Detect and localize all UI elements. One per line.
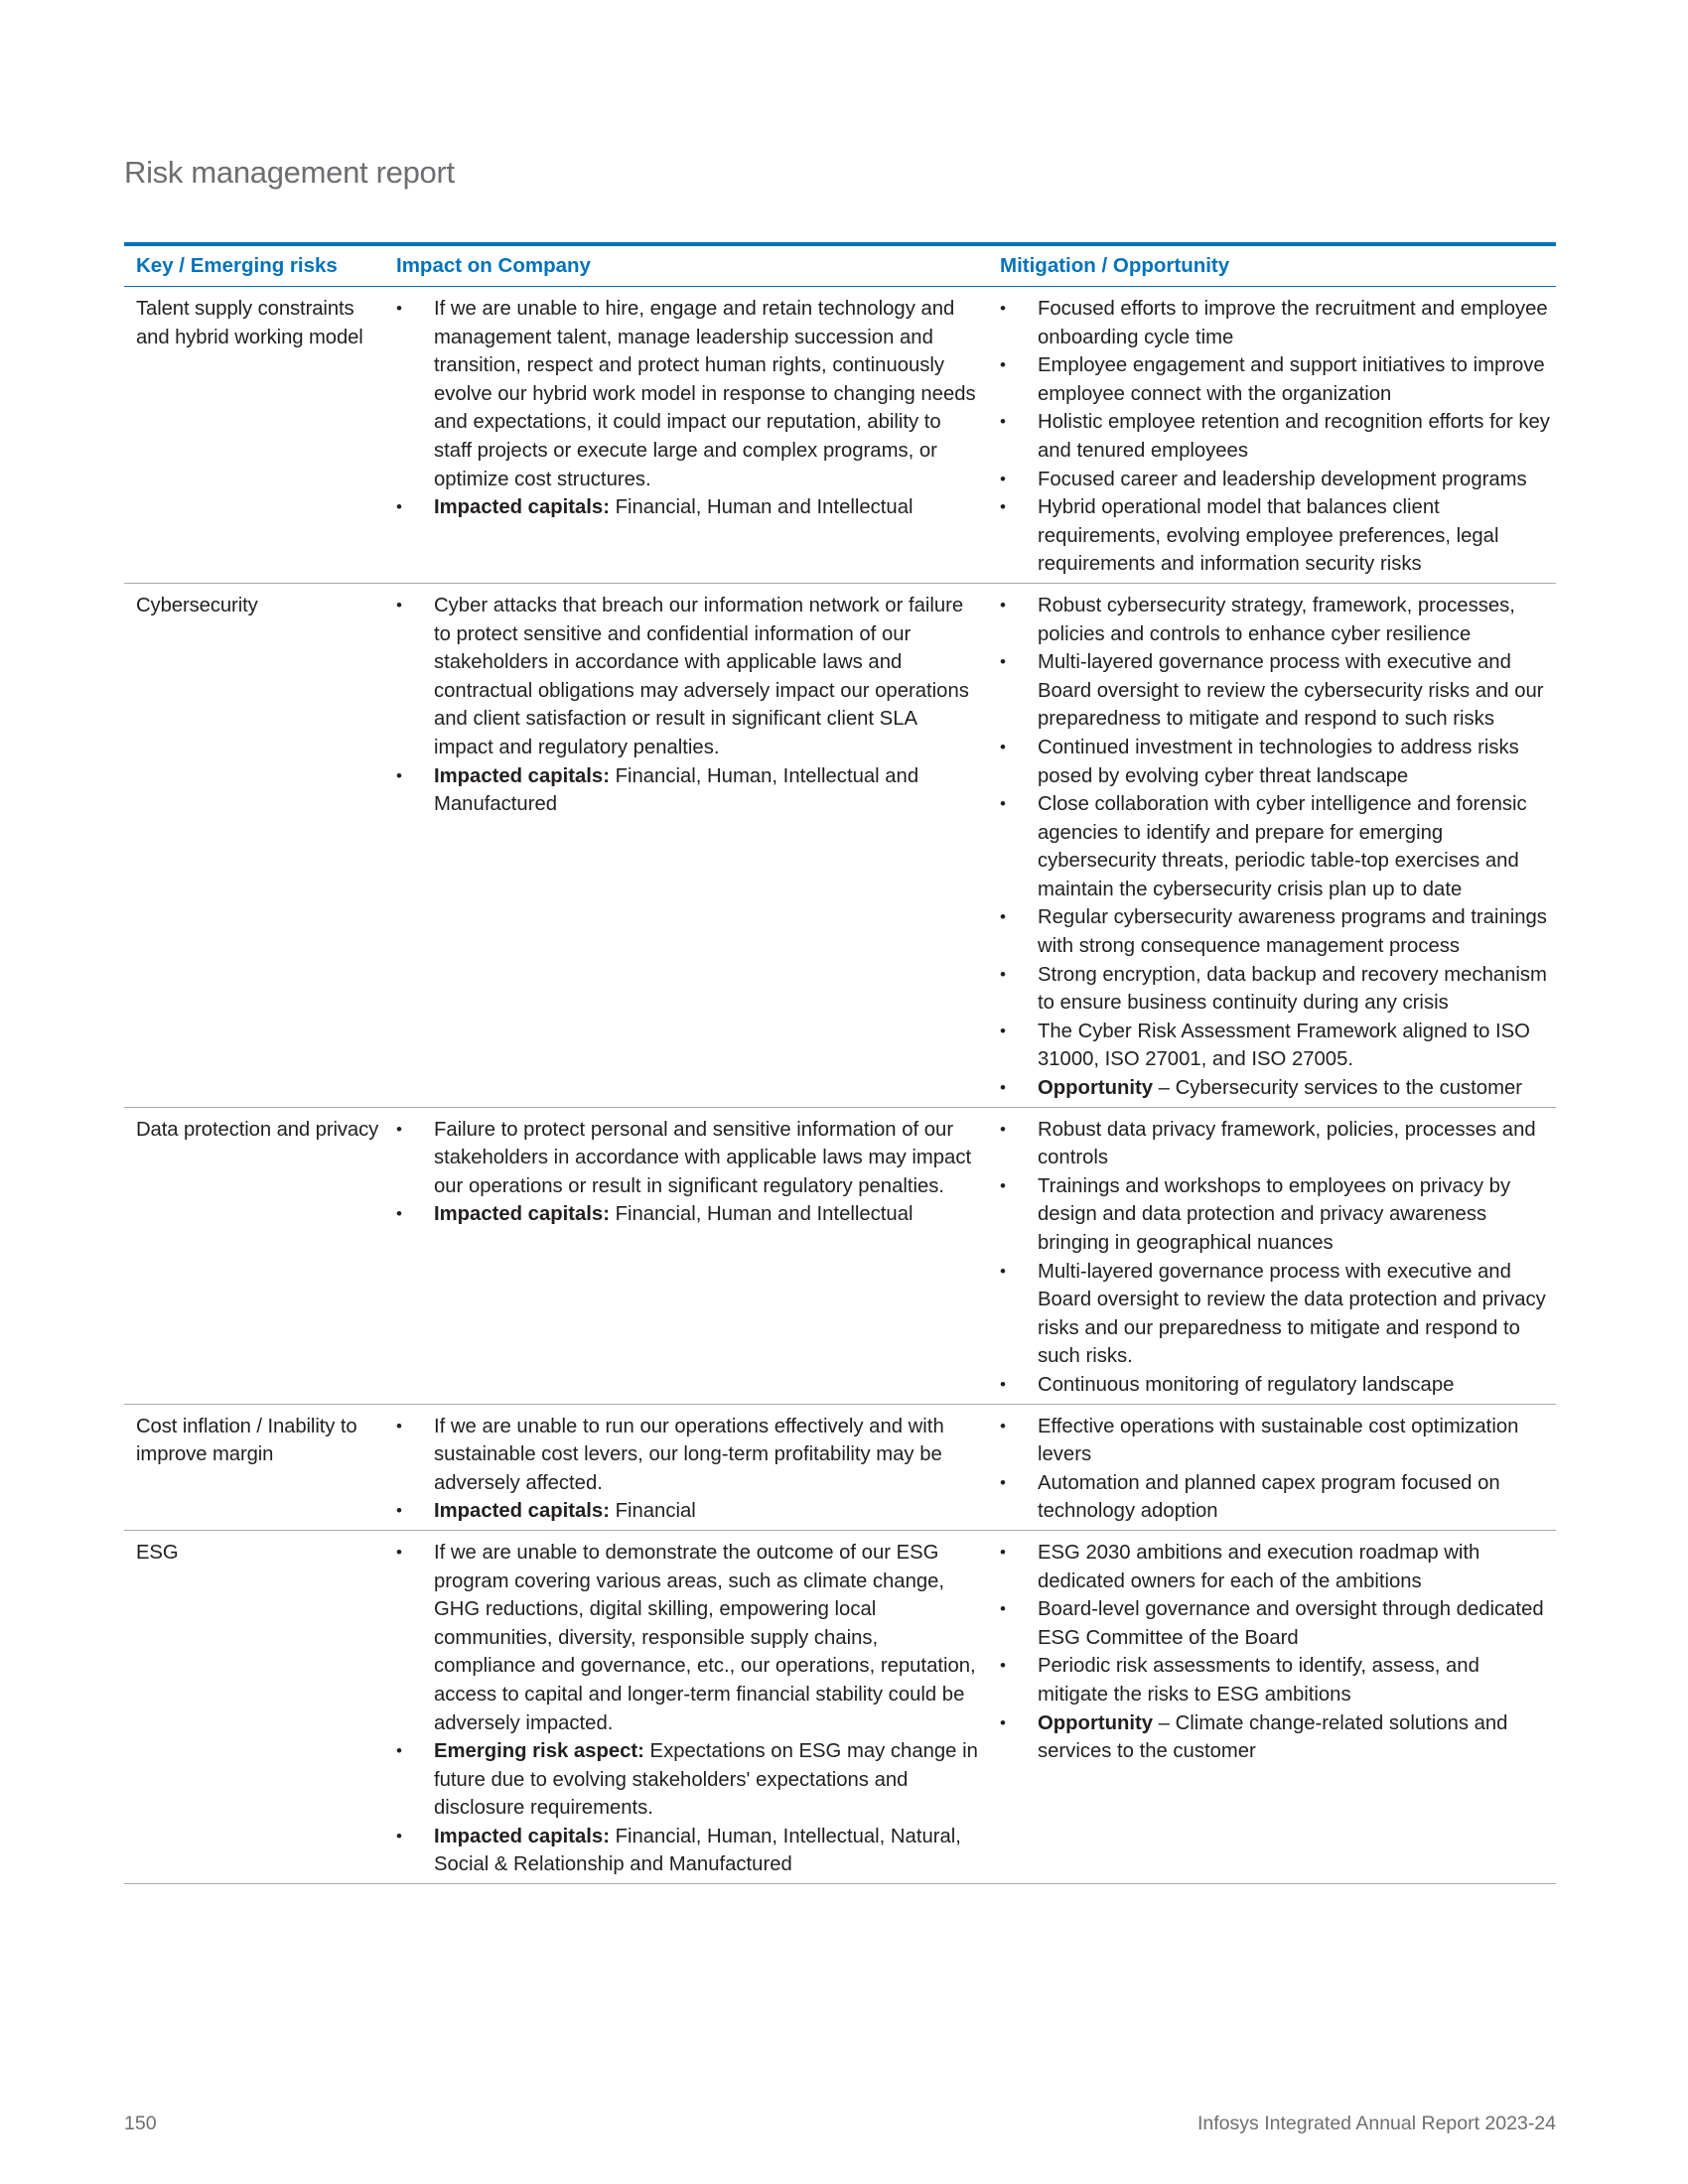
bullet-label: Impacted capitals: <box>434 1825 610 1847</box>
list-item <box>1000 1469 1552 1526</box>
mitigation-list <box>1000 1413 1552 1526</box>
risk-table <box>124 242 1556 1884</box>
list-item <box>1000 1018 1552 1074</box>
list-item <box>396 295 980 493</box>
list-item <box>1000 648 1552 734</box>
list-item <box>1000 1371 1552 1400</box>
bullet-text: Cyber attacks that breach our information network or failure to protect sensitive and confidential information of our stakeholders in accordance with applicable laws and contractual obligations may adversely impact our operations and client satisfaction or result in significant client SLA impact and regulatory penalties. <box>434 594 969 758</box>
list-item <box>396 1539 980 1737</box>
risk-name: Cost inflation / Inability to improve margin <box>136 1415 357 1466</box>
header-key-risks: Key / Emerging risks <box>136 254 338 277</box>
bullet-text: Financial, Human and Intellectual <box>609 1203 914 1226</box>
bullet-label: Opportunity <box>1038 1077 1154 1100</box>
bullet-text: Multi-layered governance process with executive and Board oversight to review the data protection and privacy risks and our preparedness to mitigate and respond to such risks. <box>1038 1260 1546 1368</box>
mitigation-cell <box>988 1413 1556 1526</box>
bullet-text: – Climate change-related solutions and services to the customer <box>1038 1711 1508 1763</box>
bullet-label: Emerging risk aspect: <box>434 1740 644 1763</box>
bullet-text: Strong encryption, data backup and recovery mechanism to ensure business continuity during any crisis <box>1038 963 1547 1015</box>
list-item <box>1000 1074 1552 1103</box>
bullet-text: Financial, Human, Intellectual, Natural, Social & Relationship and Manufactured <box>434 1825 961 1876</box>
impact-list <box>396 592 980 819</box>
bullet-text: Effective operations with sustainable cost optimization levers <box>1038 1415 1519 1466</box>
list-item <box>1000 1258 1552 1371</box>
list-item <box>1000 295 1552 351</box>
footer-report-title: Infosys Integrated Annual Report 2023-24 <box>1197 2113 1556 2134</box>
page-number: 150 <box>124 2113 157 2134</box>
list-item <box>1000 493 1552 579</box>
bullet-text: Periodic risk assessments to identify, assess, and mitigate the risks to ESG ambitions <box>1038 1655 1479 1706</box>
bullet-text: Continuous monitoring of regulatory landscape <box>1038 1373 1455 1396</box>
table-body <box>124 287 1556 1884</box>
list-item <box>1000 903 1552 960</box>
list-item <box>396 1116 980 1201</box>
table-row <box>124 1108 1556 1405</box>
bullet-text: Failure to protect personal and sensitive information of our stakeholders in accordance with applicable laws may impact our operations or result in significant regulatory penalties. <box>434 1118 972 1197</box>
impact-cell <box>384 1116 988 1400</box>
impact-cell <box>384 295 988 579</box>
list-item <box>396 1823 980 1879</box>
bullet-text: Focused career and leadership development programs <box>1038 468 1527 490</box>
risk-name: Cybersecurity <box>136 594 258 616</box>
bullet-text: Financial, Human, Intellectual and Manufactured <box>434 764 919 816</box>
header-impact: Impact on Company <box>396 254 591 277</box>
bullet-text: Holistic employee retention and recognition efforts for key and tenured employees <box>1038 411 1550 462</box>
bullet-text: Trainings and workshops to employees on privacy by design and data protection and privacy awareness bringing in geographical nuances <box>1038 1174 1511 1254</box>
bullet-label: Impacted capitals: <box>434 764 610 787</box>
list-item <box>396 1737 980 1823</box>
bullet-text: – Cybersecurity services to the customer <box>1153 1077 1523 1100</box>
header-mitigation: Mitigation / Opportunity <box>1000 254 1230 277</box>
list-item <box>1000 408 1552 465</box>
bullet-text: Employee engagement and support initiatives to improve employee connect with the organization <box>1038 354 1545 405</box>
list-item <box>1000 1539 1552 1595</box>
list-item <box>1000 1709 1552 1766</box>
impact-list <box>396 1413 980 1526</box>
impact-cell <box>384 1539 988 1879</box>
bullet-text: Continued investment in technologies to address risks posed by evolving cyber threat landscape <box>1038 736 1519 787</box>
bullet-text: ESG 2030 ambitions and execution roadmap with dedicated owners for each of the ambitions <box>1038 1541 1480 1592</box>
bullet-label: Impacted capitals: <box>434 1203 610 1226</box>
list-item <box>1000 466 1552 494</box>
table-row <box>124 287 1556 584</box>
table-row <box>124 1405 1556 1531</box>
table-row <box>124 1531 1556 1884</box>
list-item <box>396 762 980 819</box>
bullet-label: Impacted capitals: <box>434 496 610 519</box>
bullet-label: Impacted capitals: <box>434 1500 610 1523</box>
list-item <box>396 1497 980 1526</box>
bullet-text: Robust data privacy framework, policies, processes and controls <box>1038 1118 1536 1169</box>
risk-name: ESG <box>136 1541 179 1564</box>
list-item <box>396 1413 980 1498</box>
bullet-text: Close collaboration with cyber intelligence and forensic agencies to identify and prepare for emerging cybersecurity threats, periodic table-top exercises and maintain the cybersecurity crisis plan up to date <box>1038 793 1527 900</box>
page-title: Risk management report <box>124 155 455 190</box>
risk-name: Data protection and privacy <box>136 1118 379 1141</box>
bullet-text: Regular cybersecurity awareness programs and trainings with strong consequence management process <box>1038 906 1547 958</box>
impact-list <box>396 1539 980 1879</box>
risk-name: Talent supply constraints and hybrid working model <box>136 298 363 348</box>
table-row <box>124 584 1556 1108</box>
bullet-text: Robust cybersecurity strategy, framework, processes, policies and controls to enhance cyber resilience <box>1038 594 1515 645</box>
impact-list <box>396 1116 980 1229</box>
list-item <box>1000 351 1552 408</box>
mitigation-list <box>1000 1116 1552 1400</box>
list-item <box>1000 1652 1552 1708</box>
impact-cell <box>384 1413 988 1526</box>
list-item <box>1000 1595 1552 1652</box>
mitigation-cell <box>988 1539 1556 1879</box>
list-item <box>1000 1172 1552 1258</box>
mitigation-list <box>1000 1539 1552 1766</box>
table-header <box>124 246 1556 287</box>
bullet-text: Automation and planned capex program focused on technology adoption <box>1038 1471 1500 1523</box>
mitigation-list <box>1000 592 1552 1103</box>
mitigation-cell <box>988 295 1556 579</box>
mitigation-cell <box>988 592 1556 1103</box>
list-item <box>1000 592 1552 648</box>
impact-cell <box>384 592 988 1103</box>
list-item <box>396 493 980 522</box>
bullet-label: Opportunity <box>1038 1711 1154 1734</box>
bullet-text: Board-level governance and oversight through dedicated ESG Committee of the Board <box>1038 1598 1544 1649</box>
bullet-text: Financial, Human and Intellectual <box>609 496 914 519</box>
bullet-text: Multi-layered governance process with executive and Board oversight to review the cybersecurity risks and our preparedness to mitigate and respond to such risks <box>1038 651 1544 731</box>
list-item <box>1000 734 1552 790</box>
bullet-text: The Cyber Risk Assessment Framework aligned to ISO 31000, ISO 27001, and ISO 27005. <box>1038 1020 1530 1071</box>
mitigation-list <box>1000 295 1552 579</box>
mitigation-cell <box>988 1116 1556 1400</box>
bullet-text: Focused efforts to improve the recruitment and employee onboarding cycle time <box>1038 298 1548 348</box>
list-item <box>396 592 980 762</box>
bullet-text: Hybrid operational model that balances client requirements, evolving employee preferences, legal requirements and information security risks <box>1038 496 1499 576</box>
impact-list <box>396 295 980 522</box>
bullet-text: If we are unable to hire, engage and retain technology and management talent, manage leadership succession and transition, respect and protect human rights, continuously evolve our hybrid work model in response to changing needs and expectations, it could impact our reputation, ability to staff projects or execute large and complex programs, or optimize cost structures. <box>434 298 976 490</box>
list-item <box>1000 961 1552 1018</box>
bullet-text: Financial <box>609 1500 696 1523</box>
bullet-text: Expectations on ESG may change in future due to evolving stakeholders' expectations and disclosure requirements. <box>434 1740 978 1820</box>
list-item <box>1000 1116 1552 1172</box>
bullet-text: If we are unable to run our operations effectively and with sustainable cost levers, our long-term profitability may be adversely affected. <box>434 1415 944 1494</box>
list-item <box>1000 790 1552 903</box>
list-item <box>1000 1413 1552 1469</box>
bullet-text: If we are unable to demonstrate the outcome of our ESG program covering various areas, such as climate change, GHG reductions, digital skilling, empowering local communities, diversity, responsible supply chains, compliance and governance, etc., our operations, reputation, access to capital and longer-term financial stability could be adversely impacted. <box>434 1541 976 1734</box>
list-item <box>396 1200 980 1229</box>
